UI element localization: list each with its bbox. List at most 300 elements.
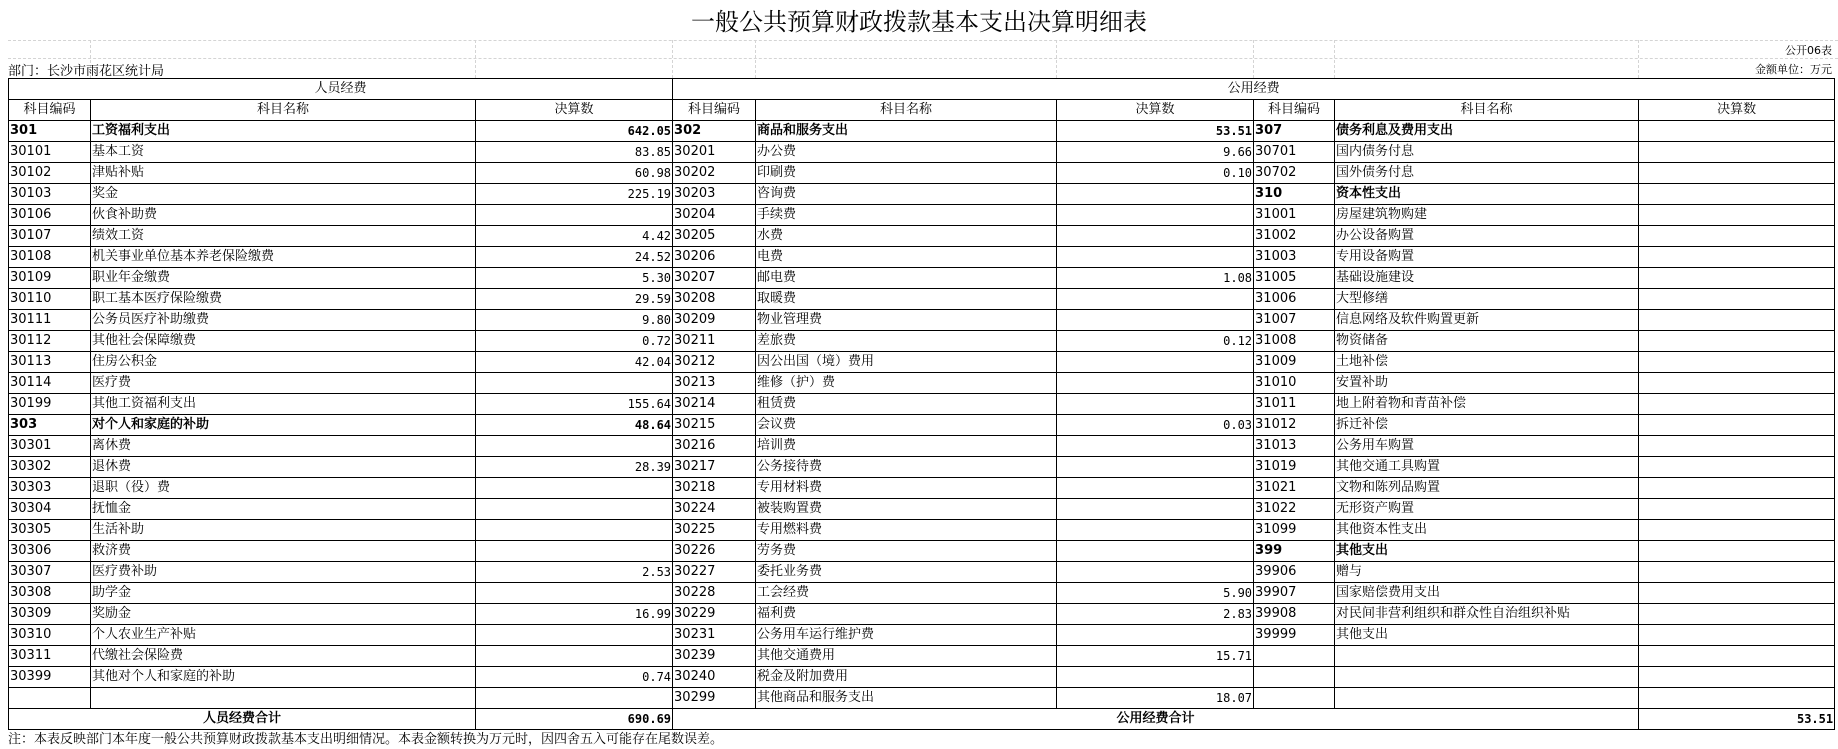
code-cell: 302 [673,121,756,142]
amount-cell [1057,541,1254,562]
code-cell: 30107 [9,226,91,247]
amount-cell [1639,604,1835,625]
amount-cell [1639,520,1835,541]
code-cell [1254,646,1335,667]
name-cell: 对个人和家庭的补助 [91,415,476,436]
code-cell: 30208 [673,289,756,310]
name-cell: 津贴补贴 [91,163,476,184]
code-cell: 30110 [9,289,91,310]
code-cell: 31012 [1254,415,1335,436]
amount-cell [1639,247,1835,268]
code-cell: 31099 [1254,520,1335,541]
table-row [9,436,1835,457]
code-cell: 30215 [673,415,756,436]
name-cell: 被装购置费 [756,499,1057,520]
amount-cell [476,499,673,520]
amount-cell: 28.39 [476,457,673,478]
name-cell: 手续费 [756,205,1057,226]
code-cell: 30224 [673,499,756,520]
table-row [9,478,1835,499]
table-row [9,499,1835,520]
amount-cell: 2.53 [476,562,673,583]
amount-cell: 0.10 [1057,163,1254,184]
code-cell [9,688,91,709]
amount-cell [1639,163,1835,184]
name-cell: 会议费 [756,415,1057,436]
name-cell: 维修（护）费 [756,373,1057,394]
amount-cell [476,646,673,667]
amount-cell [1639,562,1835,583]
amount-cell [1057,499,1254,520]
name-cell: 办公费 [756,142,1057,163]
amount-cell [1639,436,1835,457]
amount-cell: 42.04 [476,352,673,373]
public-section-header: 公用经费 [673,79,1835,100]
name-cell: 公务接待费 [756,457,1057,478]
footnote: 注：本表反映部门本年度一般公共预算财政拨款基本支出明细情况。本表金额转换为万元时，因四舍五入可能存在尾数误差。 [8,732,724,747]
name-cell: 伙食补助费 [91,205,476,226]
name-cell: 其他商品和服务支出 [756,688,1057,709]
code-cell: 307 [1254,121,1335,142]
name-cell: 资本性支出 [1335,184,1639,205]
amount-cell [1639,268,1835,289]
amount-cell [476,436,673,457]
amount-cell [1057,373,1254,394]
code-cell: 30701 [1254,142,1335,163]
column-header-amount: 决算数 [1639,100,1835,121]
amount-cell: 18.07 [1057,688,1254,709]
totals-row [9,709,1835,730]
code-cell: 39999 [1254,625,1335,646]
amount-cell [1639,688,1835,709]
amount-cell: 9.80 [476,310,673,331]
code-cell: 31009 [1254,352,1335,373]
amount-cell [1639,415,1835,436]
name-cell: 抚恤金 [91,499,476,520]
column-header-amount: 决算数 [476,100,673,121]
code-cell: 30207 [673,268,756,289]
code-cell: 30239 [673,646,756,667]
amount-cell: 24.52 [476,247,673,268]
amount-cell [1639,394,1835,415]
name-cell: 房屋建筑物购建 [1335,205,1639,226]
code-cell [1254,667,1335,688]
name-cell: 退职（役）费 [91,478,476,499]
name-cell: 代缴社会保险费 [91,646,476,667]
table-row [9,520,1835,541]
table-row [9,226,1835,247]
name-cell: 其他工资福利支出 [91,394,476,415]
code-cell: 31002 [1254,226,1335,247]
name-cell: 机关事业单位基本养老保险缴费 [91,247,476,268]
table-row [9,583,1835,604]
name-cell: 国家赔偿费用支出 [1335,583,1639,604]
code-cell: 30309 [9,604,91,625]
name-cell: 其他对个人和家庭的补助 [91,667,476,688]
name-cell: 大型修缮 [1335,289,1639,310]
name-cell [91,688,476,709]
personnel-section-header: 人员经费 [9,79,673,100]
amount-cell [1057,667,1254,688]
amount-cell [1639,142,1835,163]
name-cell: 物资储备 [1335,331,1639,352]
name-cell: 拆迁补偿 [1335,415,1639,436]
table-row [9,562,1835,583]
amount-cell [1057,205,1254,226]
name-cell: 债务利息及费用支出 [1335,121,1639,142]
name-cell: 无形资产购置 [1335,499,1639,520]
code-cell: 30214 [673,394,756,415]
code-cell: 30304 [9,499,91,520]
amount-cell [476,478,673,499]
name-cell: 对民间非营利组织和群众性自治组织补贴 [1335,604,1639,625]
amount-cell: 0.03 [1057,415,1254,436]
public-total-value: 53.51 [1639,709,1835,730]
code-cell: 39906 [1254,562,1335,583]
amount-cell [1639,499,1835,520]
code-cell: 30308 [9,583,91,604]
code-cell: 30205 [673,226,756,247]
page-title: 一般公共预算财政拨款基本支出决算明细表 [691,8,1147,36]
grid-guide-cell [1056,40,1057,78]
code-cell: 30310 [9,625,91,646]
grid-guide-cell [1334,40,1335,78]
amount-cell [1639,205,1835,226]
code-cell: 30228 [673,583,756,604]
amount-cell: 29.59 [476,289,673,310]
code-cell: 30302 [9,457,91,478]
amount-cell [1639,667,1835,688]
name-cell: 商品和服务支出 [756,121,1057,142]
department-label: 部门：长沙市雨花区统计局 [8,64,165,79]
name-cell: 税金及附加费用 [756,667,1057,688]
code-cell: 30216 [673,436,756,457]
code-cell: 30306 [9,541,91,562]
amount-cell [1639,625,1835,646]
amount-cell: 83.85 [476,142,673,163]
code-cell: 30305 [9,520,91,541]
code-cell: 30204 [673,205,756,226]
name-cell: 奖励金 [91,604,476,625]
amount-cell: 1.08 [1057,268,1254,289]
amount-cell [1057,562,1254,583]
code-cell: 31006 [1254,289,1335,310]
name-cell: 工资福利支出 [91,121,476,142]
code-cell: 31013 [1254,436,1335,457]
name-cell: 物业管理费 [756,310,1057,331]
name-cell: 离休费 [91,436,476,457]
amount-cell [476,373,673,394]
code-cell: 30211 [673,331,756,352]
amount-cell: 225.19 [476,184,673,205]
amount-cell: 5.30 [476,268,673,289]
code-cell: 30702 [1254,163,1335,184]
name-cell: 专用材料费 [756,478,1057,499]
name-cell: 公务用车购置 [1335,436,1639,457]
table-row [9,268,1835,289]
amount-cell [1639,583,1835,604]
code-cell: 30226 [673,541,756,562]
name-cell: 工会经费 [756,583,1057,604]
column-header-code: 科目编码 [673,100,756,121]
column-header-name: 科目名称 [756,100,1057,121]
public-total-label: 公用经费合计 [673,709,1639,730]
code-cell: 30212 [673,352,756,373]
amount-cell [476,688,673,709]
name-cell: 专用燃料费 [756,520,1057,541]
name-cell: 信息网络及软件购置更新 [1335,310,1639,331]
amount-cell [1057,625,1254,646]
name-cell: 差旅费 [756,331,1057,352]
column-header-amount: 决算数 [1057,100,1254,121]
table-row [9,310,1835,331]
code-cell: 31005 [1254,268,1335,289]
code-cell: 30108 [9,247,91,268]
code-cell: 39907 [1254,583,1335,604]
code-cell: 30112 [9,331,91,352]
code-cell: 31008 [1254,331,1335,352]
table-row [9,541,1835,562]
table-row [9,205,1835,226]
amount-cell: 642.05 [476,121,673,142]
form-number: 公开06表 [1785,44,1832,57]
table-row [9,625,1835,646]
grid-guide-line [8,58,1838,59]
code-cell: 30299 [673,688,756,709]
name-cell: 水费 [756,226,1057,247]
grid-guide-line [8,40,1838,41]
name-cell [1335,646,1639,667]
amount-cell [476,583,673,604]
name-cell: 公务员医疗补助缴费 [91,310,476,331]
name-cell: 租赁费 [756,394,1057,415]
code-cell: 30229 [673,604,756,625]
table-row [9,688,1835,709]
name-cell: 退休费 [91,457,476,478]
name-cell: 奖金 [91,184,476,205]
name-cell: 公务用车运行维护费 [756,625,1057,646]
amount-cell [1639,373,1835,394]
name-cell: 地上附着物和青苗补偿 [1335,394,1639,415]
amount-cell [1639,478,1835,499]
name-cell: 国外债务付息 [1335,163,1639,184]
name-cell: 基础设施建设 [1335,268,1639,289]
name-cell: 医疗费 [91,373,476,394]
name-cell: 职工基本医疗保险缴费 [91,289,476,310]
table-row [9,604,1835,625]
code-cell: 30209 [673,310,756,331]
amount-cell [1639,226,1835,247]
code-cell: 30101 [9,142,91,163]
column-header-code: 科目编码 [1254,100,1335,121]
name-cell: 印刷费 [756,163,1057,184]
column-header-row [9,100,1835,121]
amount-cell: 0.72 [476,331,673,352]
table-row [9,352,1835,373]
code-cell: 30217 [673,457,756,478]
column-header-name: 科目名称 [1335,100,1639,121]
code-cell: 30301 [9,436,91,457]
name-cell: 劳务费 [756,541,1057,562]
amount-cell: 60.98 [476,163,673,184]
table-row [9,457,1835,478]
name-cell: 其他支出 [1335,541,1639,562]
code-cell: 30240 [673,667,756,688]
code-cell: 30399 [9,667,91,688]
name-cell: 助学金 [91,583,476,604]
name-cell: 生活补助 [91,520,476,541]
name-cell: 其他资本性支出 [1335,520,1639,541]
name-cell: 培训费 [756,436,1057,457]
table-row [9,667,1835,688]
table-row [9,646,1835,667]
table-row [9,163,1835,184]
code-cell: 39908 [1254,604,1335,625]
name-cell: 其他支出 [1335,625,1639,646]
name-cell: 救济费 [91,541,476,562]
table-row [9,331,1835,352]
column-header-name: 科目名称 [91,100,476,121]
amount-cell: 0.74 [476,667,673,688]
amount-cell [1057,184,1254,205]
code-cell: 30106 [9,205,91,226]
code-cell: 30231 [673,625,756,646]
code-cell: 30111 [9,310,91,331]
amount-cell [1057,394,1254,415]
code-cell: 30103 [9,184,91,205]
code-cell: 30213 [673,373,756,394]
expenditure-table [8,78,1835,730]
amount-cell [476,520,673,541]
code-cell: 30206 [673,247,756,268]
name-cell: 取暖费 [756,289,1057,310]
code-cell: 30218 [673,478,756,499]
name-cell: 医疗费补助 [91,562,476,583]
code-cell: 399 [1254,541,1335,562]
table-row [9,289,1835,310]
name-cell: 文物和陈列品购置 [1335,478,1639,499]
name-cell: 电费 [756,247,1057,268]
name-cell: 国内债务付息 [1335,142,1639,163]
code-cell: 30203 [673,184,756,205]
code-cell: 31003 [1254,247,1335,268]
amount-cell [1639,121,1835,142]
amount-cell [1639,331,1835,352]
table-row [9,373,1835,394]
grid-guide-cell [475,40,476,78]
amount-cell [1057,352,1254,373]
amount-cell [1057,247,1254,268]
name-cell: 个人农业生产补贴 [91,625,476,646]
amount-cell: 15.71 [1057,646,1254,667]
amount-cell [476,205,673,226]
name-cell: 专用设备购置 [1335,247,1639,268]
name-cell: 职业年金缴费 [91,268,476,289]
amount-cell: 2.83 [1057,604,1254,625]
personnel-total-value: 690.69 [476,709,673,730]
code-cell: 310 [1254,184,1335,205]
name-cell: 绩效工资 [91,226,476,247]
name-cell: 赠与 [1335,562,1639,583]
code-cell: 301 [9,121,91,142]
code-cell: 30199 [9,394,91,415]
code-cell: 31022 [1254,499,1335,520]
table-row [9,121,1835,142]
amount-cell [1057,520,1254,541]
code-cell: 31019 [1254,457,1335,478]
code-cell: 30311 [9,646,91,667]
column-header-code: 科目编码 [9,100,91,121]
code-cell: 303 [9,415,91,436]
amount-cell [1639,310,1835,331]
code-cell: 31007 [1254,310,1335,331]
amount-cell: 5.90 [1057,583,1254,604]
code-cell: 30307 [9,562,91,583]
amount-cell: 0.12 [1057,331,1254,352]
name-cell: 其他交通工具购置 [1335,457,1639,478]
table-row [9,394,1835,415]
name-cell: 邮电费 [756,268,1057,289]
table-row [9,415,1835,436]
grid-guide-cell [755,40,756,78]
code-cell: 30227 [673,562,756,583]
code-cell: 30109 [9,268,91,289]
grid-guide-cell [1638,40,1639,78]
section-header-row [9,79,1835,100]
code-cell: 30114 [9,373,91,394]
name-cell: 土地补偿 [1335,352,1639,373]
code-cell: 30201 [673,142,756,163]
amount-cell: 48.64 [476,415,673,436]
name-cell [1335,667,1639,688]
amount-cell [1057,310,1254,331]
code-cell [1254,688,1335,709]
amount-cell: 9.66 [1057,142,1254,163]
code-cell: 30225 [673,520,756,541]
name-cell: 基本工资 [91,142,476,163]
amount-cell [476,541,673,562]
code-cell: 31010 [1254,373,1335,394]
code-cell: 30113 [9,352,91,373]
name-cell: 其他社会保障缴费 [91,331,476,352]
name-cell: 因公出国（境）费用 [756,352,1057,373]
amount-cell: 155.64 [476,394,673,415]
amount-cell [1639,541,1835,562]
amount-cell [1057,478,1254,499]
code-cell: 30202 [673,163,756,184]
name-cell: 委托业务费 [756,562,1057,583]
amount-cell: 53.51 [1057,121,1254,142]
amount-cell [1639,457,1835,478]
name-cell: 咨询费 [756,184,1057,205]
amount-cell [476,625,673,646]
amount-cell [1639,184,1835,205]
amount-cell [1057,457,1254,478]
amount-unit-label: 金额单位：万元 [1755,63,1832,76]
name-cell: 住房公积金 [91,352,476,373]
name-cell: 安置补助 [1335,373,1639,394]
amount-cell [1639,352,1835,373]
code-cell: 30303 [9,478,91,499]
table-row [9,247,1835,268]
amount-cell [1057,436,1254,457]
name-cell: 福利费 [756,604,1057,625]
name-cell: 其他交通费用 [756,646,1057,667]
grid-guide-cell [1253,40,1254,78]
table-row [9,142,1835,163]
code-cell: 30102 [9,163,91,184]
amount-cell [1639,646,1835,667]
